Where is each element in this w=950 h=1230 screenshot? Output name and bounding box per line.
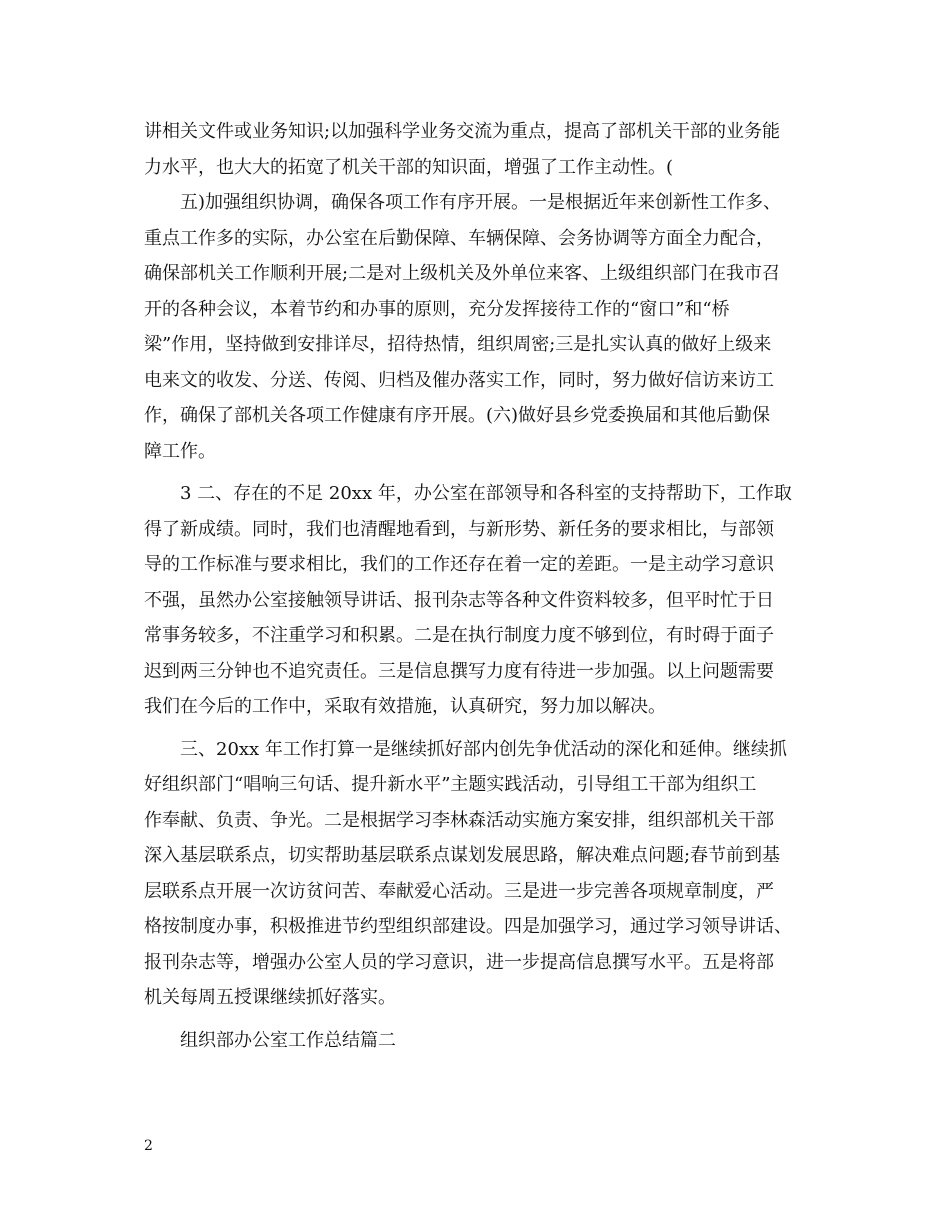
text-line: 迟到两三分钟也不追究责任。三是信息撰写力度有待进一步加强。以上问题需要 bbox=[144, 660, 774, 682]
text-line: 导的工作标准与要求相比，我们的工作还存在着一定的差距。一是主动学习意识 bbox=[144, 554, 774, 575]
text-line: 力水平，也大大的拓宽了机关干部的知识面，增强了工作主动性。( bbox=[144, 156, 674, 178]
text-line: 报刊杂志等，增强办公室人员的学习意识，进一步提高信息撰写水平。五是将部 bbox=[144, 951, 774, 973]
page-number: 2 bbox=[144, 1138, 153, 1154]
text-line: 我们在今后的工作中，采取有效措施，认真研究，努力加以解决。 bbox=[144, 696, 666, 717]
section-heading: 组织部办公室工作总结篇二 bbox=[180, 1029, 396, 1051]
text-line: 梁”作用，坚持做到安排详尽，招待热情，组织周密;三是扎实认真的做好上级来 bbox=[144, 334, 772, 355]
text-line: 格按制度办事，积极推进节约型组织部建设。四是加强学习，通过学习领导讲话、 bbox=[144, 916, 792, 937]
text-line: 3 二、存在的不足 20xx 年，办公室在部领导和各科室的支持帮助下，工作取 bbox=[180, 483, 792, 504]
text-line: 作，确保了部机关各项工作健康有序开展。(六)做好县乡党委换届和其他后勤保 bbox=[144, 405, 771, 426]
text-line: 层联系点开展一次访贫问苦、奉献爱心活动。三是进一步完善各项规章制度，严 bbox=[144, 880, 774, 902]
text-line: 五)加强组织协调，确保各项工作有序开展。一是根据近年来创新性工作多、 bbox=[180, 192, 782, 213]
text-line: 深入基层联系点，切实帮助基层联系点谋划发展思路，解决难点问题;春节前到基 bbox=[144, 845, 781, 866]
text-line: 得了新成绩。同时，我们也清醒地看到，与新形势、新任务的要求相比，与部领 bbox=[144, 518, 774, 540]
text-line: 不强，虽然办公室接触领导讲话、报刊杂志等各种文件资料较多，但平时忙于日 bbox=[144, 589, 774, 611]
text-line: 确保部机关工作顺利开展;二是对上级机关及外单位来客、上级组织部门在我市召 bbox=[144, 263, 781, 284]
text-line: 障工作。 bbox=[144, 440, 216, 462]
text-line: 开的各种会议，本着节约和办事的原则，充分发挥接待工作的“窗口”和“桥 bbox=[144, 298, 730, 320]
text-line: 好组织部门“唱响三句话、提升新水平”主题实践活动，引导组工干部为组织工 bbox=[144, 774, 757, 795]
text-line: 机关每周五授课继续抓好落实。 bbox=[144, 987, 396, 1008]
text-line: 电来文的收发、分送、传阅、归档及催办落实工作，同时，努力做好信访来访工 bbox=[144, 369, 774, 391]
text-line: 常事务较多，不注重学习和积累。二是在执行制度力度不够到位，有时碍于面子 bbox=[144, 625, 774, 646]
text-line: 重点工作多的实际，办公室在后勤保障、车辆保障、会务协调等方面全力配合， bbox=[144, 227, 774, 249]
text-line: 三、20xx 年工作打算一是继续抓好部内创先争优活动的深化和延伸。继续抓 bbox=[180, 738, 787, 760]
body-text bbox=[144, 114, 810, 1058]
text-line: 讲相关文件或业务知识;以加强科学业务交流为重点，提高了部机关干部的业务能 bbox=[144, 121, 781, 142]
text-line: 作奉献、负责、争光。二是根据学习李林森活动实施方案安排，组织部机关干部 bbox=[144, 809, 774, 831]
